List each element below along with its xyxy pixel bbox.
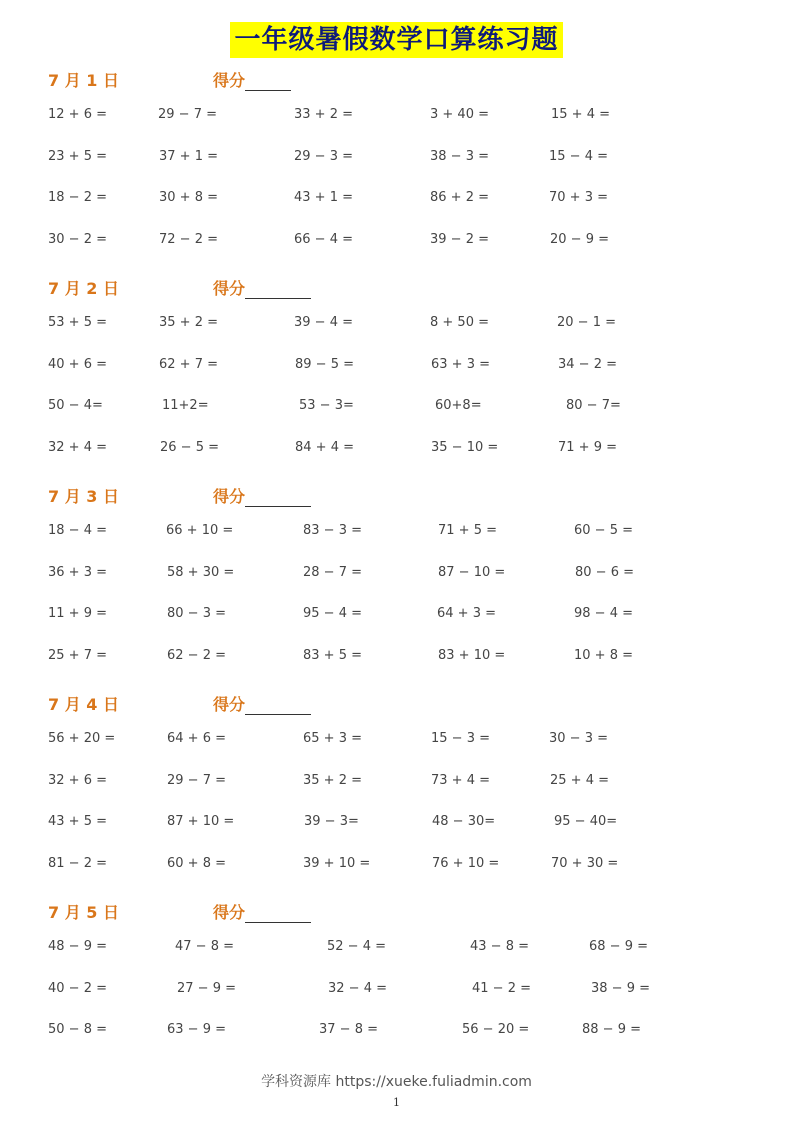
- problem-item: 53 − 3=: [299, 398, 354, 413]
- problem-item: 39 − 3=: [304, 814, 359, 829]
- problem-item: 48 − 9 =: [48, 939, 107, 954]
- problem-item: 29 − 7 =: [158, 107, 217, 122]
- score-field: [213, 692, 311, 715]
- problem-row: [0, 224, 793, 266]
- problem-item: 60 + 8 =: [167, 855, 226, 871]
- problem-item: 34 − 2 =: [558, 356, 617, 372]
- problem-item: 64 + 6 =: [167, 731, 226, 746]
- score-label: 得分: [213, 487, 246, 506]
- problem-item: 43 − 8 =: [470, 939, 529, 954]
- problem-item: 37 − 8 =: [319, 1022, 378, 1037]
- problem-item: 84 + 4 =: [295, 439, 354, 455]
- problem-row: [0, 806, 793, 848]
- problem-item: 81 − 2 =: [48, 855, 107, 871]
- problem-item: 68 − 9 =: [589, 939, 648, 954]
- score-blank: [245, 698, 311, 715]
- section-date: 7 月 3 日: [48, 487, 119, 506]
- problem-item: 88 − 9 =: [582, 1022, 641, 1037]
- problem-item: 33 + 2 =: [294, 107, 353, 122]
- problem-item: 27 − 9 =: [177, 980, 236, 996]
- problem-row: [0, 640, 793, 682]
- day-section: [0, 484, 793, 681]
- problem-row: [0, 349, 793, 391]
- section-date: 7 月 1 日: [48, 71, 119, 90]
- section-date: 7 月 4 日: [48, 695, 119, 714]
- problem-item: 25 + 7 =: [48, 647, 107, 663]
- problem-item: 83 − 3 =: [303, 523, 362, 538]
- section-header: [0, 276, 793, 296]
- problem-item: 37 + 1 =: [159, 148, 218, 164]
- problem-item: 36 + 3 =: [48, 564, 107, 580]
- problem-item: 26 − 5 =: [160, 439, 219, 455]
- problem-item: 15 + 4 =: [551, 107, 610, 122]
- problem-item: 20 − 1 =: [557, 315, 616, 330]
- section-date: 7 月 5 日: [48, 903, 119, 922]
- problem-item: 71 + 5 =: [438, 523, 497, 538]
- day-section: [0, 276, 793, 473]
- problem-item: 35 + 2 =: [303, 772, 362, 788]
- problem-item: 15 − 3 =: [431, 731, 490, 746]
- problem-item: 32 − 4 =: [328, 980, 387, 996]
- problem-item: 71 + 9 =: [558, 439, 617, 455]
- problem-item: 32 + 6 =: [48, 772, 107, 788]
- score-label: 得分: [213, 279, 246, 298]
- problem-item: 64 + 3 =: [437, 606, 496, 621]
- problem-row: [0, 141, 793, 183]
- problem-item: 63 + 3 =: [431, 356, 490, 372]
- section-header: [0, 68, 793, 88]
- title-wrap: [0, 22, 793, 58]
- score-blank: [245, 906, 311, 923]
- section-header: [0, 484, 793, 504]
- score-field: [213, 276, 311, 299]
- problem-row: [0, 557, 793, 599]
- problem-row: [0, 1014, 793, 1056]
- problem-item: 39 + 10 =: [303, 855, 371, 871]
- problem-item: 70 + 3 =: [549, 190, 608, 205]
- problem-row: [0, 765, 793, 807]
- problem-row: [0, 973, 793, 1015]
- problem-item: 12 + 6 =: [48, 107, 107, 122]
- problem-item: 86 + 2 =: [430, 190, 489, 205]
- problem-row: [0, 99, 793, 141]
- section-header: [0, 900, 793, 920]
- problem-item: 48 − 30=: [432, 814, 496, 829]
- problem-item: 62 + 7 =: [159, 356, 218, 372]
- day-section: [0, 900, 793, 1056]
- problem-item: 23 + 5 =: [48, 148, 107, 164]
- score-field: [213, 484, 311, 507]
- score-label: 得分: [213, 903, 246, 922]
- problem-item: 11 + 9 =: [48, 606, 107, 621]
- problem-item: 62 − 2 =: [167, 647, 226, 663]
- problem-row: [0, 515, 793, 557]
- problem-item: 25 + 4 =: [550, 772, 609, 788]
- problem-item: 39 − 4 =: [294, 315, 353, 330]
- problem-item: 76 + 10 =: [432, 855, 500, 871]
- page-number: 1: [393, 1096, 400, 1109]
- problem-row: [0, 931, 793, 973]
- problem-item: 18 − 4 =: [48, 523, 107, 538]
- problem-row: [0, 598, 793, 640]
- problem-item: 43 + 5 =: [48, 814, 107, 829]
- problem-item: 66 + 10 =: [166, 523, 234, 538]
- problem-item: 38 − 3 =: [430, 148, 489, 164]
- problem-item: 53 + 5 =: [48, 315, 107, 330]
- problem-item: 15 − 4 =: [549, 148, 608, 164]
- problem-row: [0, 848, 793, 890]
- problem-item: 40 − 2 =: [48, 980, 107, 996]
- day-section: [0, 68, 793, 265]
- day-section: [0, 692, 793, 889]
- problem-item: 95 − 4 =: [303, 606, 362, 621]
- score-blank: [245, 74, 291, 91]
- problem-item: 80 − 7=: [566, 398, 621, 413]
- problem-item: 29 − 7 =: [167, 772, 226, 788]
- problem-item: 87 − 10 =: [438, 564, 506, 580]
- section-date: 7 月 2 日: [48, 279, 119, 298]
- problem-item: 41 − 2 =: [472, 980, 531, 996]
- problem-row: [0, 307, 793, 349]
- problem-item: 50 − 8 =: [48, 1022, 107, 1037]
- problem-item: 38 − 9 =: [591, 980, 650, 996]
- problem-item: 98 − 4 =: [574, 606, 633, 621]
- problem-item: 30 − 3 =: [549, 731, 608, 746]
- problem-item: 47 − 8 =: [175, 939, 234, 954]
- problem-item: 87 + 10 =: [167, 814, 235, 829]
- problem-item: 8 + 50 =: [430, 315, 489, 330]
- problem-item: 18 − 2 =: [48, 190, 107, 205]
- score-field: [213, 900, 311, 923]
- problem-item: 30 − 2 =: [48, 231, 107, 247]
- problem-item: 32 + 4 =: [48, 439, 107, 455]
- problem-row: [0, 723, 793, 765]
- problem-item: 58 + 30 =: [167, 564, 235, 580]
- problem-item: 73 + 4 =: [431, 772, 490, 788]
- problem-item: 95 − 40=: [554, 814, 618, 829]
- problem-item: 3 + 40 =: [430, 107, 489, 122]
- problem-item: 30 + 8 =: [159, 190, 218, 205]
- problem-item: 35 + 2 =: [159, 315, 218, 330]
- problem-item: 60 − 5 =: [574, 523, 633, 538]
- footer-text: 学科资源库 https://xueke.fuliadmin.com: [261, 1074, 532, 1090]
- section-header: [0, 692, 793, 712]
- problem-item: 50 − 4=: [48, 398, 103, 413]
- problem-item: 80 − 6 =: [575, 564, 634, 580]
- problem-item: 70 + 30 =: [551, 855, 619, 871]
- problem-item: 80 − 3 =: [167, 606, 226, 621]
- problem-item: 56 − 20 =: [462, 1022, 530, 1037]
- score-blank: [245, 282, 311, 299]
- problem-item: 72 − 2 =: [159, 231, 218, 247]
- problem-row: [0, 182, 793, 224]
- problem-item: 40 + 6 =: [48, 356, 107, 372]
- problem-item: 28 − 7 =: [303, 564, 362, 580]
- problem-item: 65 + 3 =: [303, 731, 362, 746]
- problem-item: 39 − 2 =: [430, 231, 489, 247]
- problem-item: 83 + 10 =: [438, 647, 506, 663]
- problem-item: 20 − 9 =: [550, 231, 609, 247]
- problem-row: [0, 432, 793, 474]
- problem-item: 52 − 4 =: [327, 939, 386, 954]
- problem-item: 83 + 5 =: [303, 647, 362, 663]
- problem-item: 89 − 5 =: [295, 356, 354, 372]
- problem-item: 43 + 1 =: [294, 190, 353, 205]
- problem-item: 56 + 20 =: [48, 731, 116, 746]
- problem-item: 29 − 3 =: [294, 148, 353, 164]
- problem-item: 66 − 4 =: [294, 231, 353, 247]
- page-title: 一年级暑假数学口算练习题: [230, 22, 562, 58]
- score-field: [213, 68, 291, 91]
- score-label: 得分: [213, 695, 246, 714]
- problem-row: [0, 390, 793, 432]
- problem-item: 35 − 10 =: [431, 439, 499, 455]
- problem-item: 60+8=: [435, 398, 482, 413]
- problem-item: 63 − 9 =: [167, 1022, 226, 1037]
- problem-item: 10 + 8 =: [574, 647, 633, 663]
- score-label: 得分: [213, 71, 246, 90]
- score-blank: [245, 490, 311, 507]
- problem-item: 11+2=: [162, 398, 209, 413]
